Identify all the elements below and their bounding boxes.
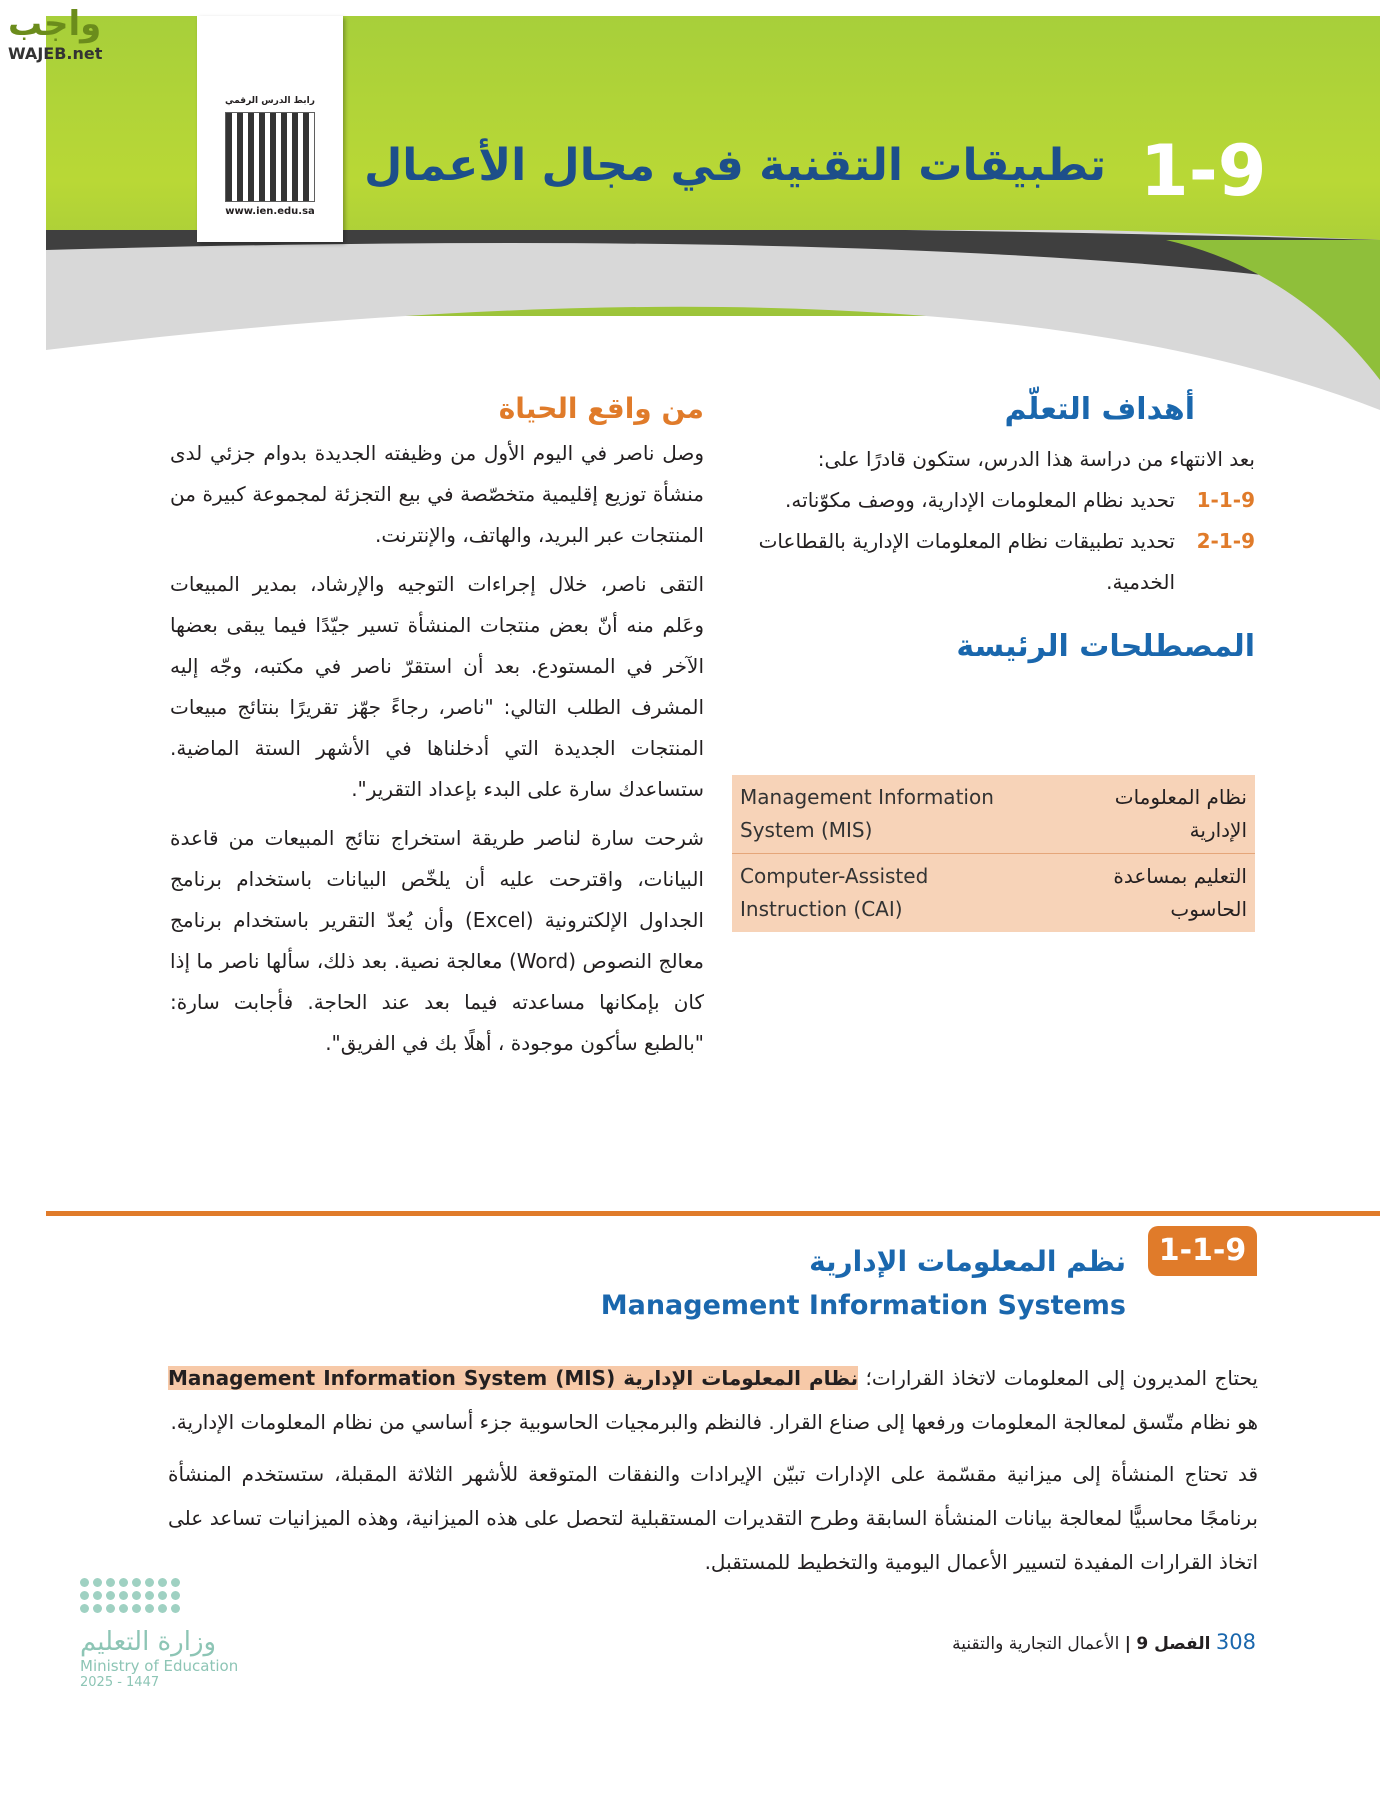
real-life-paragraph: شرحت سارة لناصر طريقة استخراج نتائج المبيعات من قاعدة البيانات، واقترحت عليه أن يلخّص البيانات باستخدام برنامج الجداول الإلكترونية (Excel) وأن يُعدّ التقرير باستخدام برنامج معالج النصوص (Word) معالجة نصية. بعد ذلك، سألها ناصر ما إذا كان بإمكانها مساعدته فيما بعد عند الحاجة. فأجابت سارة: "بالطبع سأكون موجودة ، أهلًا بك في الفريق".: [170, 826, 704, 1055]
chapter-label: الفصل 9: [1136, 1634, 1211, 1654]
lesson-number: 1-9: [1140, 130, 1267, 212]
banner-wave: [46, 230, 1380, 410]
term-en: Computer-Assisted Instruction (CAI): [740, 864, 929, 921]
section-body: [168, 1356, 1258, 1584]
ministry-name-en: Ministry of Education: [80, 1657, 239, 1675]
term-ar: التعليم بمساعدة الحاسوب: [1113, 864, 1247, 921]
term-ar: نظام المعلومات الإدارية: [1114, 785, 1247, 842]
real-life-paragraph: وصل ناصر في اليوم الأول من وظيفته الجديدة بدوام جزئي لدى منشأة توزيع إقليمية متخصّصة في بيع التجزئة لمجموعة كبيرة من المنتجات عبر البريد، والهاتف، والإنترنت.: [170, 441, 704, 547]
highlighted-term-en: Management Information System (MIS): [168, 1366, 616, 1390]
real-life-heading: من واقع الحياة: [498, 392, 704, 425]
watermark-en: WAJEB.net: [8, 44, 103, 63]
qr-caption: رابط الدرس الرقمي: [225, 96, 315, 106]
body-paragraph: قد تحتاج المنشأة إلى ميزانية مقسّمة على الإدارات تبيّن الإيرادات والنفقات المتوقعة للأشهر الثلاثة المقبلة، ستستخدم المنشأة برنامجًا محاسبيًّا لمعالجة بيانات المنشأة السابقة وطرح التقديرات المستقبلية لتحصل على هذه الميزانية، وهذه الميزانيات تساعد على اتخاذ القرارات المفيدة لتسيير الأعمال اليومية والتخطيط للمستقبل.: [168, 1462, 1258, 1574]
qr-url[interactable]: www.ien.edu.sa: [225, 206, 315, 217]
page-footer: [952, 1630, 1256, 1654]
lesson-title: تطبيقات التقنية في مجال الأعمال: [364, 140, 1106, 191]
footer-separator: |: [1124, 1634, 1131, 1654]
ministry-logo: [80, 1578, 260, 1690]
body-text: يحتاج المديرون إلى المعلومات لاتخاذ القرارات؛: [858, 1366, 1258, 1390]
wajeb-watermark-logo: [8, 4, 102, 63]
term-row: [732, 854, 1255, 932]
term-row: [732, 775, 1255, 854]
page-number: 308: [1215, 1630, 1256, 1654]
real-life-paragraph: التقى ناصر، خلال إجراءات التوجيه والإرشاد، بمدير المبيعات وعَلم منه أنّ بعض منتجات المنشأة تسير جيّدًا فيما يبقى بعضها الآخر في المستودع. بعد أن استقرّ ناصر في مكتبه، وجّه إليه المشرف الطلب التالي: "ناصر، رجاءً جهّز تقريرًا بنتائج مبيعات المنتجات الجديدة التي أدخلناها في الأشهر الستة الماضية. ستساعدك سارة على البدء بإعداد التقرير".: [170, 572, 704, 801]
qr-card[interactable]: [197, 16, 343, 242]
ministry-name-ar: وزارة التعليم: [80, 1627, 217, 1657]
section-title-ar: نظم المعلومات الإدارية: [809, 1245, 1126, 1278]
objectives-heading: أهداف التعلّم: [1004, 392, 1195, 427]
term-en: Management Information System (MIS): [740, 785, 994, 842]
ministry-year: 2025 - 1447: [80, 1675, 160, 1690]
terms-table: [732, 775, 1255, 932]
objective-number: 2-1-9: [1196, 529, 1255, 553]
section-title-en: Management Information Systems: [600, 1290, 1126, 1321]
body-text: هو نظام متّسق لمعالجة المعلومات ورفعها إلى صناع القرار. فالنظم والبرمجيات الحاسوبية جزء أساسي من نظام المعلومات الإدارية.: [170, 1410, 1258, 1434]
book-title: الأعمال التجارية والتقنية: [952, 1634, 1120, 1654]
body-paragraph: [168, 1356, 1258, 1444]
terms-heading: المصطلحات الرئيسة: [956, 629, 1255, 664]
qr-code-icon[interactable]: [225, 112, 315, 202]
watermark-ar: واجب: [8, 4, 102, 44]
objective-item: [732, 521, 1255, 603]
objective-number: 1-1-9: [1196, 488, 1255, 512]
objective-text: تحديد تطبيقات نظام المعلومات الإدارية بالقطاعات الخدمية.: [758, 529, 1175, 594]
objectives-section: [732, 392, 1255, 664]
objective-text: تحديد نظام المعلومات الإدارية، ووصف مكوّناته.: [785, 488, 1175, 512]
section-number-badge: 1-1-9: [1148, 1226, 1257, 1276]
objectives-intro: بعد الانتهاء من دراسة هذا الدرس، ستكون قادرًا على:: [817, 447, 1255, 471]
objective-item: [732, 480, 1255, 521]
section-divider: [46, 1211, 1380, 1216]
highlighted-term-ar: نظام المعلومات الإدارية: [623, 1366, 859, 1390]
highlighted-term: [168, 1366, 858, 1390]
ministry-dots-icon: [80, 1578, 260, 1613]
real-life-section: [170, 392, 704, 1064]
